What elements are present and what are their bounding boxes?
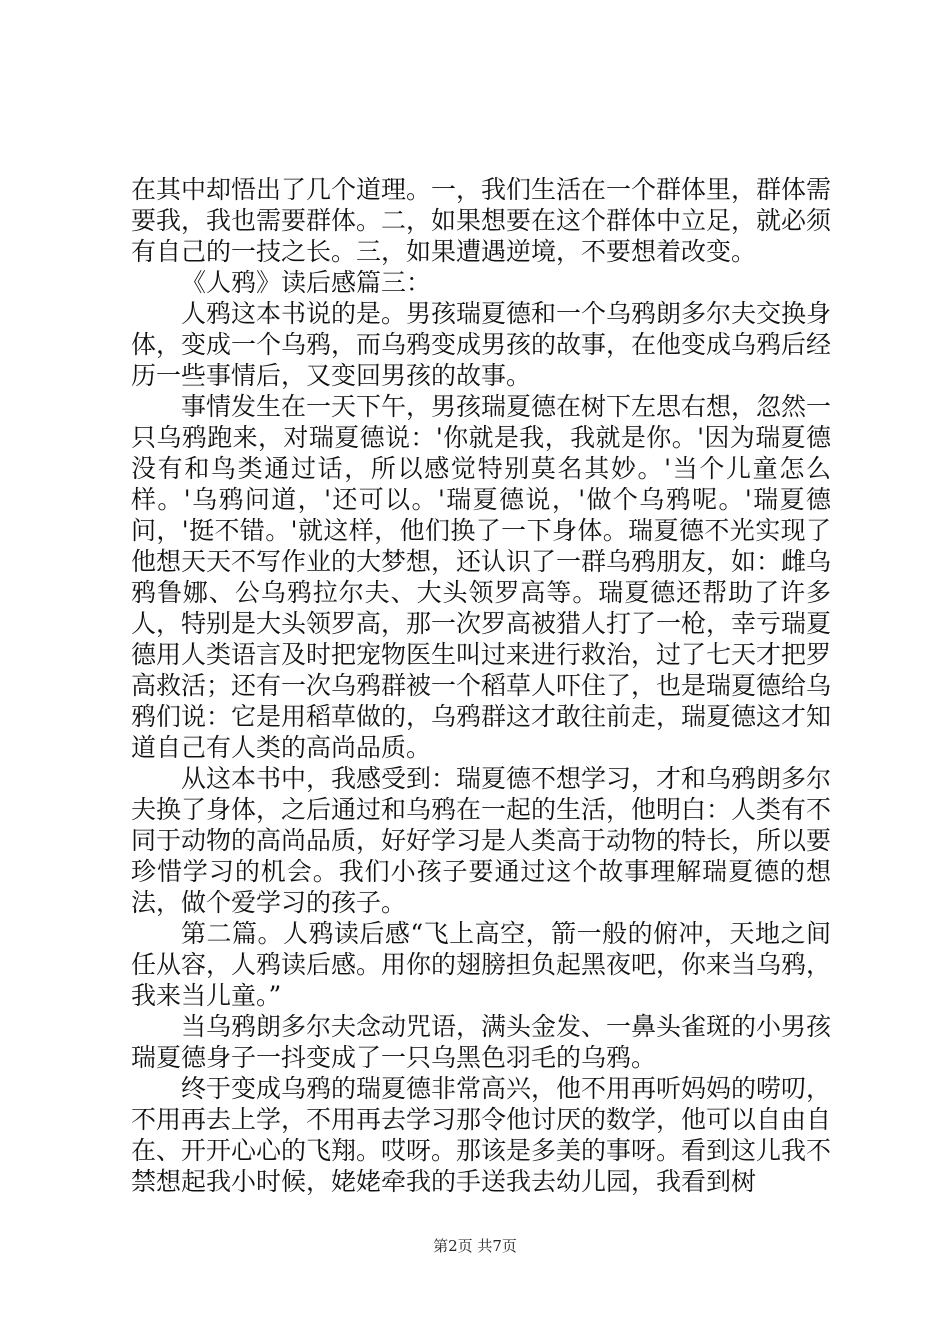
section-heading: 《人鸦》读后感篇三： [181,268,432,297]
paragraph-1: 在其中却悟出了几个道理。一，我们生活在一个群体里，群体需要我，我也需要群体。二，如果想要在这个群体中立足，就必须有自己的一技之长。三，如果遭遇逆境，不要想着改变。 [131,175,832,266]
paragraph-6: 第二篇。人鸦读后感“飞上高空，箭一般的俯冲，天地之间任从容，人鸦读后感。用你的翅膀担负起黑夜吧，你来当乌鸦，我来当儿童。” [131,919,832,1010]
paragraph-5: 从这本书中，我感受到：瑞夏德不想学习，才和乌鸦朗多尔夫换了身体，之后通过和乌鸦在一起的生活，他明白：人类有不同于动物的高尚品质，好好学习是人类高于动物的特长，所以要珍惜学习的机会。我们小孩子要通过这个故事理解瑞夏德的想法，做个爱学习的孩子。 [131,764,832,917]
document-body [131,174,831,1197]
paragraph-8: 终于变成乌鸦的瑞夏德非常高兴，他不用再听妈妈的唠叨，不用再去上学，不用再去学习那令他讨厌的数学，他可以自由自在、开开心心的飞翔。哎呀。那该是多美的事呀。看到这儿我不禁想起我小时候，姥姥牵我的手送我去幼儿园，我看到树 [131,1074,832,1196]
paragraph-3: 人鸦这本书说的是。男孩瑞夏德和一个乌鸦朗多尔夫交换身体，变成一个乌鸦，而乌鸦变成男孩的故事，在他变成乌鸦后经历一些事情后，又变回男孩的故事。 [131,299,832,390]
paragraph-7: 当乌鸦朗多尔夫念动咒语，满头金发、一鼻头雀斑的小男孩瑞夏德身子一抖变成了一只乌黑色羽毛的乌鸦。 [131,1012,832,1072]
paragraph-4: 事情发生在一天下午，男孩瑞夏德在树下左思右想，忽然一只乌鸦跑来，对瑞夏德说：'你就是我，我就是你。'因为瑞夏德没有和鸟类通过话，所以感觉特别莫名其妙。'当个儿童怎么样。'乌鸦问道，'还可以。'瑞夏德说，'做个乌鸦呢。'瑞夏德问，'挺不错。'就这样，他们换了一下身体。瑞夏德不光实现了他想天天不写作业的大梦想，还认识了一群乌鸦朋友，如：雌乌鸦鲁娜、公乌鸦拉尔夫、大头领罗高等。瑞夏德还帮助了许多人，特别是大头领罗高，那一次罗高被猎人打了一枪，幸亏瑞夏德用人类语言及时把宠物医生叫过来进行救治，过了七天才把罗高救活；还有一次乌鸦群被一个稻草人吓住了，也是瑞夏德给乌鸦们说：它是用稻草做的，乌鸦群这才敢往前走，瑞夏德这才知道自己有人类的高尚品质。 [131,392,832,762]
page-number-footer: 第2页 共7页 [433,1237,517,1255]
